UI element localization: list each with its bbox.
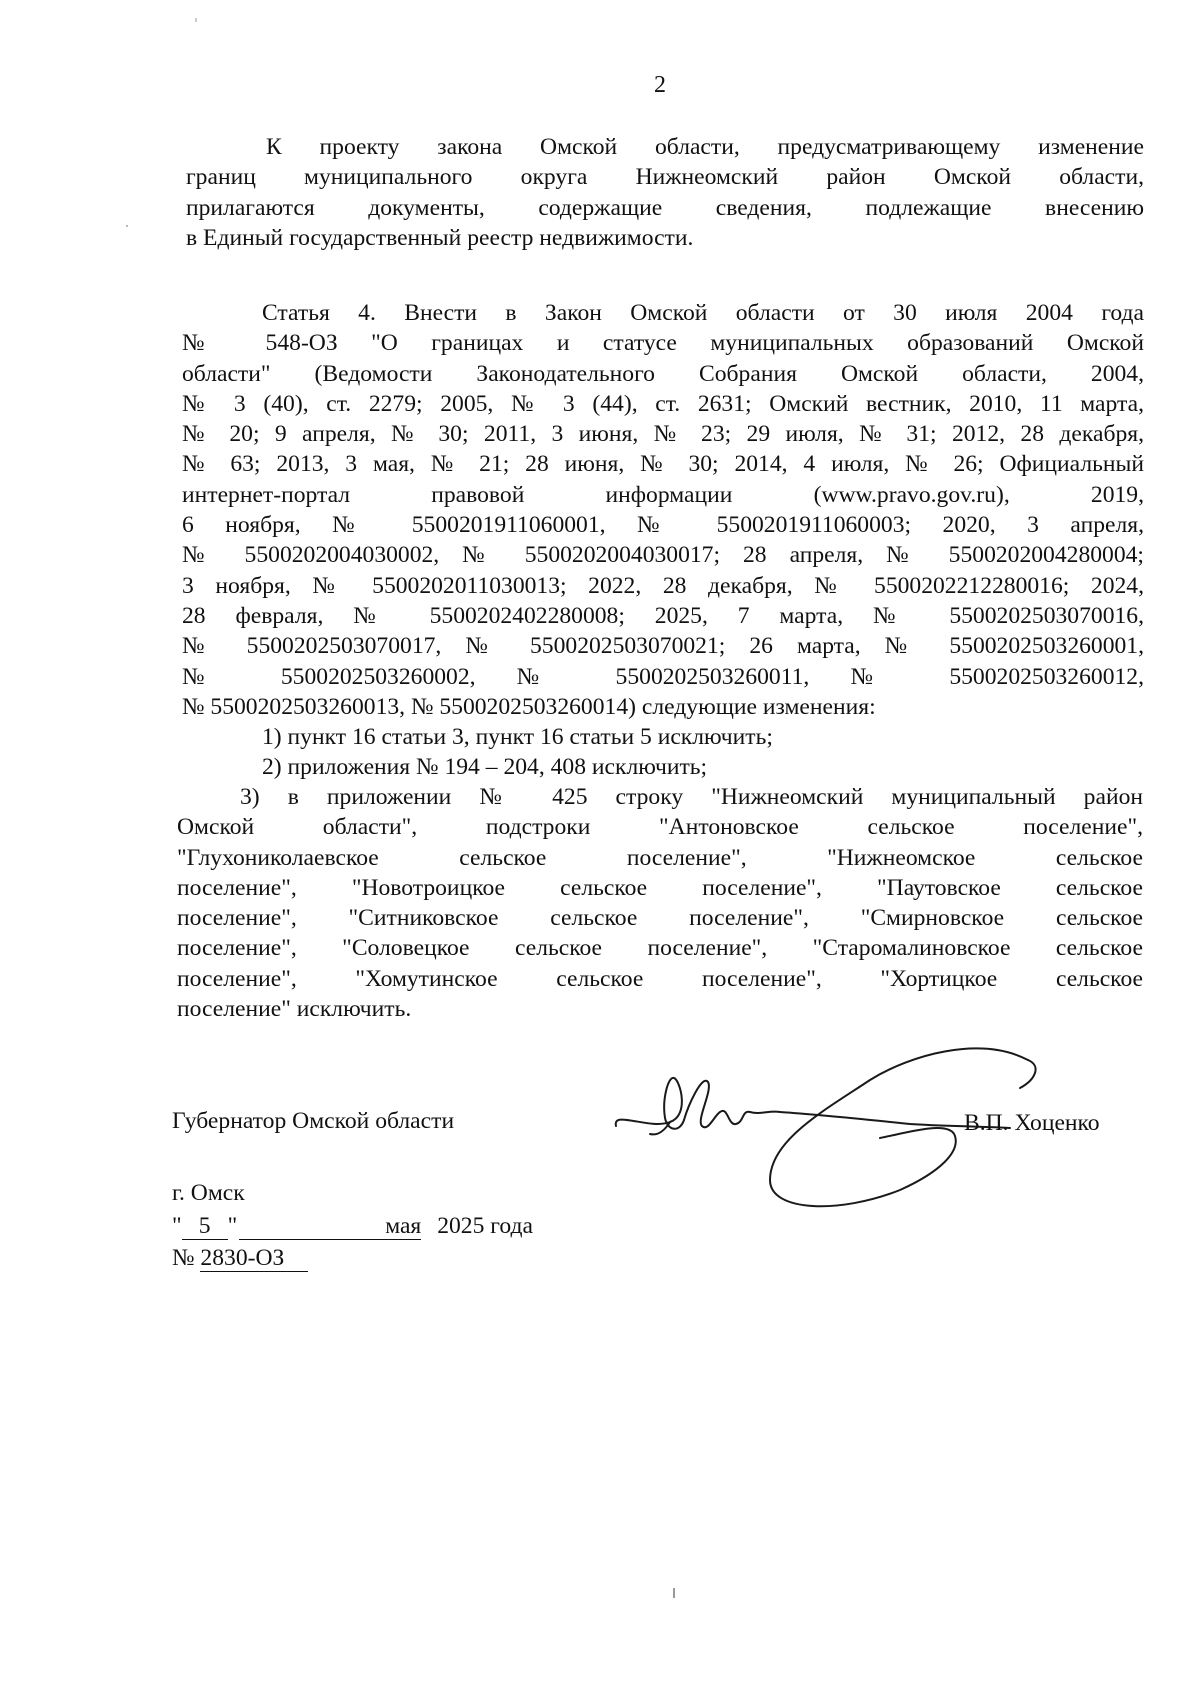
text-line: № 3 (40), ст. 2279; 2005, № 3 (44), ст. 2631; Омский вестник, 2010, 11 марта, <box>182 390 1144 417</box>
text-line: 6 ноября, № 5500201911060001, № 5500201911060003; 2020, 3 апреля, <box>182 512 1144 539</box>
text-line: № 5500202004030002, № 5500202004030017; 28 апреля, № 5500202004280004; <box>182 542 1144 569</box>
law-number <box>172 1245 308 1272</box>
text-line: поселение", "Ситниковское сельское поселение", "Смирновское сельское <box>177 905 1143 932</box>
city: г. Омск <box>172 1180 245 1206</box>
text-line: 3 ноября, № 5500202011030013; 2022, 28 декабря, № 5500202212280016; 2024, <box>182 572 1144 599</box>
text-line: поселение", "Соловецкое сельское поселение", "Старомалиновское сельское <box>177 935 1143 962</box>
page-number: 2 <box>654 72 666 98</box>
text-line: № 5500202503260013, № 5500202503260014) следующие изменения: <box>182 693 876 720</box>
governor-title: Губернатор Омской области <box>172 1108 455 1134</box>
text-line: № 20; 9 апреля, № 30; 2011, 3 июня, № 23; 29 июля, № 31; 2012, 28 декабря, <box>182 421 1144 448</box>
text-line: № 63; 2013, 3 мая, № 21; 28 июня, № 30; 2014, 4 июля, № 26; Официальный <box>182 451 1144 478</box>
text-line: поселение", "Новотроицкое сельское поселение", "Паутовское сельское <box>177 874 1143 901</box>
text-line: Статья 4. Внести в Закон Омской области от 30 июля 2004 года <box>262 300 1144 326</box>
date-month: мая <box>239 1213 421 1240</box>
text-line: 28 февраля, № 5500202402280008; 2025, 7 марта, № 5500202503070016, <box>182 602 1144 629</box>
text-line: К проекту закона Омской области, предусматривающему изменение <box>266 134 1144 160</box>
signing-date <box>172 1213 533 1240</box>
text-line: № 548-ОЗ "О границах и статусе муниципальных образований Омской <box>182 330 1144 357</box>
date-day: 5 <box>182 1213 228 1240</box>
article-4-paragraph <box>182 298 1144 722</box>
date-year: 2025 года <box>437 1213 533 1239</box>
text-line: № 5500202503260002, № 5500202503260011, № 5500202503260012, <box>182 663 1144 690</box>
list-item: 2) приложения № 194 – 204, 408 исключить; <box>262 754 708 781</box>
text-line: в Единый государственный реестр недвижимости. <box>186 224 694 251</box>
law-number-value: 2830-ОЗ <box>200 1245 308 1272</box>
date-quote-close: " <box>227 1213 238 1239</box>
text-line: поселение", "Хомутинское сельское поселение", "Хортицкое сельское <box>177 965 1143 992</box>
text-line: интернет-портал правовой информации (www.pravo.gov.ru), 2019, <box>182 481 1144 508</box>
text-line: № 5500202503070017, № 5500202503070021; 26 марта, № 5500202503260001, <box>182 633 1144 660</box>
text-line: поселение" исключить. <box>177 996 412 1023</box>
item-3-paragraph <box>177 782 1143 1024</box>
items-list <box>182 722 1144 783</box>
list-item: 1) пункт 16 статьи 3, пункт 16 статьи 5 исключить; <box>262 724 773 750</box>
text-line: Омской области", подстроки "Антоновское сельское поселение", <box>177 814 1143 841</box>
text-line: области" (Ведомости Законодательного Собрания Омской области, 2004, <box>182 360 1144 387</box>
scan-speck <box>126 225 128 227</box>
date-quote-open: " <box>172 1213 182 1239</box>
attachments-paragraph <box>186 132 1144 253</box>
governor-name: В.П. Хоценко <box>964 1110 1100 1136</box>
scan-speck <box>673 1588 675 1598</box>
text-line: 3) в приложении № 425 строку "Нижнеомский муниципальный район <box>240 784 1143 810</box>
text-line: "Глухониколаевское сельское поселение", "Нижнеомское сельское <box>177 844 1143 871</box>
text-line: прилагаются документы, содержащие сведения, подлежащие внесению <box>186 194 1144 221</box>
text-line: границ муниципального округа Нижнеомский район Омской области, <box>186 164 1144 191</box>
law-number-prefix: № <box>172 1245 195 1271</box>
scan-speck <box>195 18 197 22</box>
